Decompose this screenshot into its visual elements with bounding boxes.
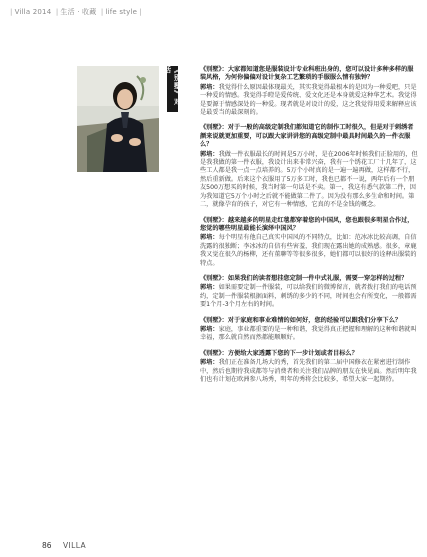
- header-subsection: life style: [105, 8, 138, 16]
- answer: [200, 284, 418, 309]
- answer-text: 我们正在准备几场大的秀，首先我们的第二届中国修衣在紧密进行制作中，然后也期待我成都等与消费者和关注我们品牌的朋友在快见面。然后明年我们也有计划在欧洲参八场秀，明年的秀将会比较多，希望大家一起期待。: [200, 359, 417, 383]
- qa-item: [200, 217, 418, 268]
- answer: [200, 84, 418, 118]
- answer: [200, 234, 418, 268]
- qa-item: [200, 66, 418, 117]
- answer-text: 如果需要定制一件服装，可以给我们的微博留言，就者拨打我们的电话预约，定制一件服装根据面料，刺绣的多少的不同，时间也会有所变化，一般都需要1个月-3个月左右的时间。: [200, 284, 417, 309]
- answer-text: 我觉得什么原因最体现最关，其实我觉得最根本的是因为一种爱吧，只是一种爱的情感。我觉得手瞪是爱传统、爱文化还是本身就爱这种华艺术。我觉得是要源于情感深处的一种爱。现者就是对设计的爱，这之我觉得用爱来解释应该是最妥当的最深刻的。: [200, 83, 417, 117]
- qa-item: [200, 350, 418, 385]
- question: 《别墅》：大家都知道您是服装设计专业科班出身的，您可以设计多种多样的服装风格，为何你偏偏对设计复杂工艺繁琐的手服服么情有独钟？: [200, 66, 414, 82]
- speaker-label: 郭培：: [200, 150, 219, 158]
- qa-item: [200, 317, 418, 343]
- question: 《别墅》：越来越多的明星走红毯都穿着您的中国风，您也跟很多明星合作过，您觉的哪些明星最能长演绎中国风？: [200, 216, 414, 232]
- speaker-label: 郭培：: [200, 325, 219, 333]
- question: 《别墅》：如果我们的读者想挂您定制一件中式礼服，需要一穿怎样的过程？: [200, 274, 408, 282]
- qa-item: [200, 275, 418, 310]
- speaker-label: 郭培：: [200, 359, 219, 367]
- header-section: 生活 · 收藏: [60, 8, 97, 16]
- answer-text: 家庭，事业都重要的是一种和谐，我觉得真正把握和理解的这种和谐就叫幸福，那么就自然而然都能顺顺好。: [200, 325, 417, 342]
- question: 《别墅》：对于一般的高级定制我们都知道它的制作工时很久，但是对于刺绣者颜来说就更加重要，可以跟大家讲讲您的高级定制中最具时间最久的一件衣服么？: [200, 124, 414, 149]
- portrait-illustration: [77, 66, 159, 172]
- portrait-photo: [77, 66, 159, 172]
- qa-item: [200, 124, 418, 209]
- header-brand: Villa 2014: [14, 8, 52, 16]
- question: 《别墅》：对于家庭和事业难情的如何好，您的经验可以跟我们分享下么？: [200, 316, 402, 324]
- answer-text: 我做一件衣服最长的时间是5万小时，是在2006年时候我们正脸用的，但是我我做的第一件衣服，我设计出来非常兴奋，我有一个绣花工厂十几年了，这些工人都是我一点一点培养的。5万个小时真的是一遍一遍再做，这样都不行，然后重新做。后来这个衣服用了5万多工时，我也已都不一说，两年后有一个朋友500万想买的时候，我当时第一句话是不卖。第一，我这有悉气款第二件，因为我知道它5万个小时之后就不能做第二件了。因为没有那么多生命和时间。第二，就像孕育的孩子，对它有一种情感，它真的不是金钱的概念。: [200, 150, 418, 209]
- answer: [200, 151, 418, 210]
- speaker-label: 郭培：: [200, 284, 219, 292]
- interview-content: [200, 66, 418, 391]
- answer: [200, 326, 418, 343]
- answer-text: 每个明星有他自己真实中国风的不同特点，比如：范冰冰比较高调，自信洗露的很独断；李冰冰的自信有些害羞，我们现在露出她的成熟感。很多，章鹿我又觉在很久的杨柳，还有董聊等等很多很多，她们都可以很好的诠释出服装的特点。: [200, 234, 417, 267]
- speaker-label: 郭培：: [200, 234, 219, 242]
- page-header: | Villa 2014 | 生活 · 收藏 | life style |: [10, 8, 142, 16]
- section-tab-dialogue: [163, 66, 182, 112]
- speaker-label: 郭培：: [200, 83, 219, 91]
- page-number: 86: [42, 541, 52, 550]
- footer-brand: VILLA: [63, 541, 87, 550]
- question: 《别墅》：方便给大家透露下您的下一步计划或者目标么？: [200, 349, 358, 357]
- section-tab-label: 《别墅》对话: [163, 66, 182, 106]
- answer: [200, 359, 418, 384]
